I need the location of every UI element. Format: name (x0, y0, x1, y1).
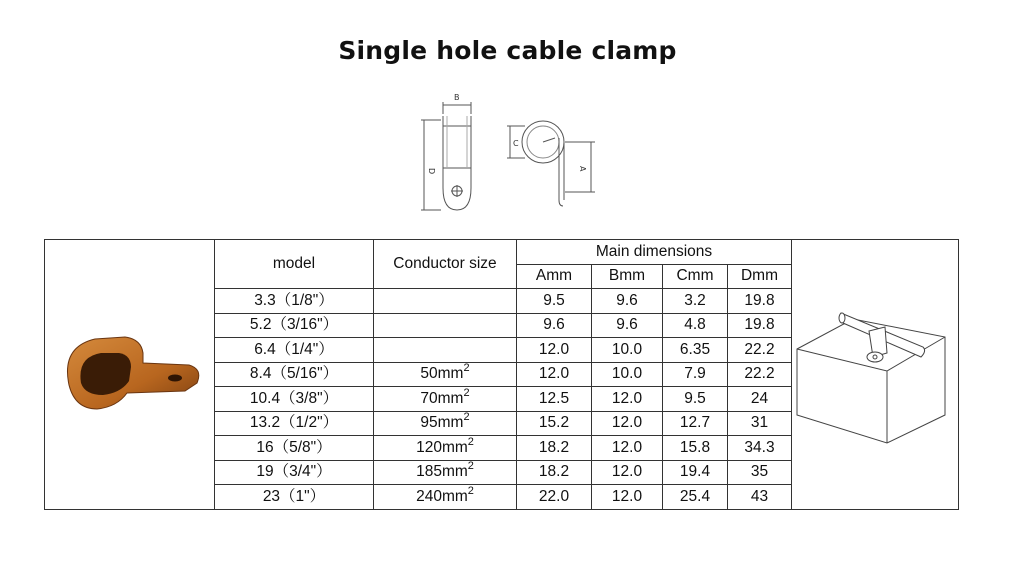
header-conductor-size: Conductor size (374, 240, 517, 289)
cell-model: 16（5/8"） (215, 436, 374, 461)
cell-conductor (374, 411, 517, 436)
cell-b: 10.0 (592, 338, 663, 363)
cell-d: 34.3 (728, 436, 792, 461)
cell-model: 6.4（1/4"） (215, 338, 374, 363)
cell-conductor (374, 436, 517, 461)
cell-c: 15.8 (663, 436, 728, 461)
mounting-illustration (795, 297, 955, 447)
conductor-value: 95mm (420, 414, 464, 432)
cell-b: 9.6 (592, 313, 663, 338)
cell-a: 9.6 (517, 313, 592, 338)
conductor-exponent: 2 (463, 411, 470, 424)
specification-table (44, 239, 959, 510)
conductor-value: 185mm (416, 463, 468, 481)
cell-a: 9.5 (517, 289, 592, 314)
cell-a: 12.0 (517, 338, 592, 363)
clamp-dimension-diagram (405, 88, 615, 218)
cell-c: 19.4 (663, 460, 728, 485)
clamp-photo (57, 327, 203, 417)
cell-d: 24 (728, 387, 792, 412)
cell-a: 18.2 (517, 436, 592, 461)
dimension-label-b: B (454, 93, 460, 102)
cell-c: 6.35 (663, 338, 728, 363)
cell-model: 8.4（5/16"） (215, 362, 374, 387)
header-main-dimensions: Main dimensions (517, 240, 792, 265)
cell-d: 19.8 (728, 313, 792, 338)
conductor-value: 50mm (420, 365, 464, 383)
clamp-photo-cell (45, 240, 215, 510)
mounting-illustration-cell (792, 240, 959, 510)
cell-d: 19.8 (728, 289, 792, 314)
cell-conductor (374, 338, 517, 363)
cell-d: 22.2 (728, 362, 792, 387)
cell-conductor (374, 362, 517, 387)
cell-b: 12.0 (592, 460, 663, 485)
cell-conductor (374, 387, 517, 412)
cell-b: 10.0 (592, 362, 663, 387)
cell-d: 43 (728, 485, 792, 510)
header-b: Bmm (592, 264, 663, 289)
conductor-exponent: 2 (463, 386, 470, 399)
cell-c: 9.5 (663, 387, 728, 412)
conductor-value: 70mm (420, 389, 464, 407)
cell-a: 18.2 (517, 460, 592, 485)
conductor-exponent: 2 (467, 484, 474, 497)
conductor-value: 120mm (416, 438, 468, 456)
cell-model: 5.2（3/16"） (215, 313, 374, 338)
cell-c: 4.8 (663, 313, 728, 338)
header-row-top (45, 240, 959, 265)
cell-c: 12.7 (663, 411, 728, 436)
dimension-label-a: A (578, 166, 587, 172)
dimension-label-d: D (427, 168, 436, 175)
cell-a: 12.5 (517, 387, 592, 412)
cell-conductor (374, 313, 517, 338)
header-model: model (215, 240, 374, 289)
cell-conductor (374, 485, 517, 510)
cell-b: 12.0 (592, 387, 663, 412)
conductor-exponent: 2 (467, 435, 474, 448)
cell-c: 7.9 (663, 362, 728, 387)
cell-b: 12.0 (592, 485, 663, 510)
cell-d: 31 (728, 411, 792, 436)
cell-d: 35 (728, 460, 792, 485)
header-a: Amm (517, 264, 592, 289)
cell-c: 3.2 (663, 289, 728, 314)
dimension-label-c: C (513, 139, 519, 148)
cell-b: 12.0 (592, 436, 663, 461)
cell-b: 9.6 (592, 289, 663, 314)
cell-conductor (374, 460, 517, 485)
cell-d: 22.2 (728, 338, 792, 363)
cell-conductor (374, 289, 517, 314)
cell-b: 12.0 (592, 411, 663, 436)
cell-model: 10.4（3/8"） (215, 387, 374, 412)
conductor-exponent: 2 (467, 460, 474, 473)
conductor-value: 240mm (416, 487, 468, 505)
cell-a: 15.2 (517, 411, 592, 436)
header-c: Cmm (663, 264, 728, 289)
cell-c: 25.4 (663, 485, 728, 510)
cell-model: 19（3/4"） (215, 460, 374, 485)
cell-a: 22.0 (517, 485, 592, 510)
cell-model: 13.2（1/2"） (215, 411, 374, 436)
header-d: Dmm (728, 264, 792, 289)
conductor-exponent: 2 (463, 362, 470, 375)
page-title: Single hole cable clamp (338, 36, 677, 65)
cell-model: 3.3（1/8"） (215, 289, 374, 314)
cell-model: 23（1"） (215, 485, 374, 510)
cell-a: 12.0 (517, 362, 592, 387)
